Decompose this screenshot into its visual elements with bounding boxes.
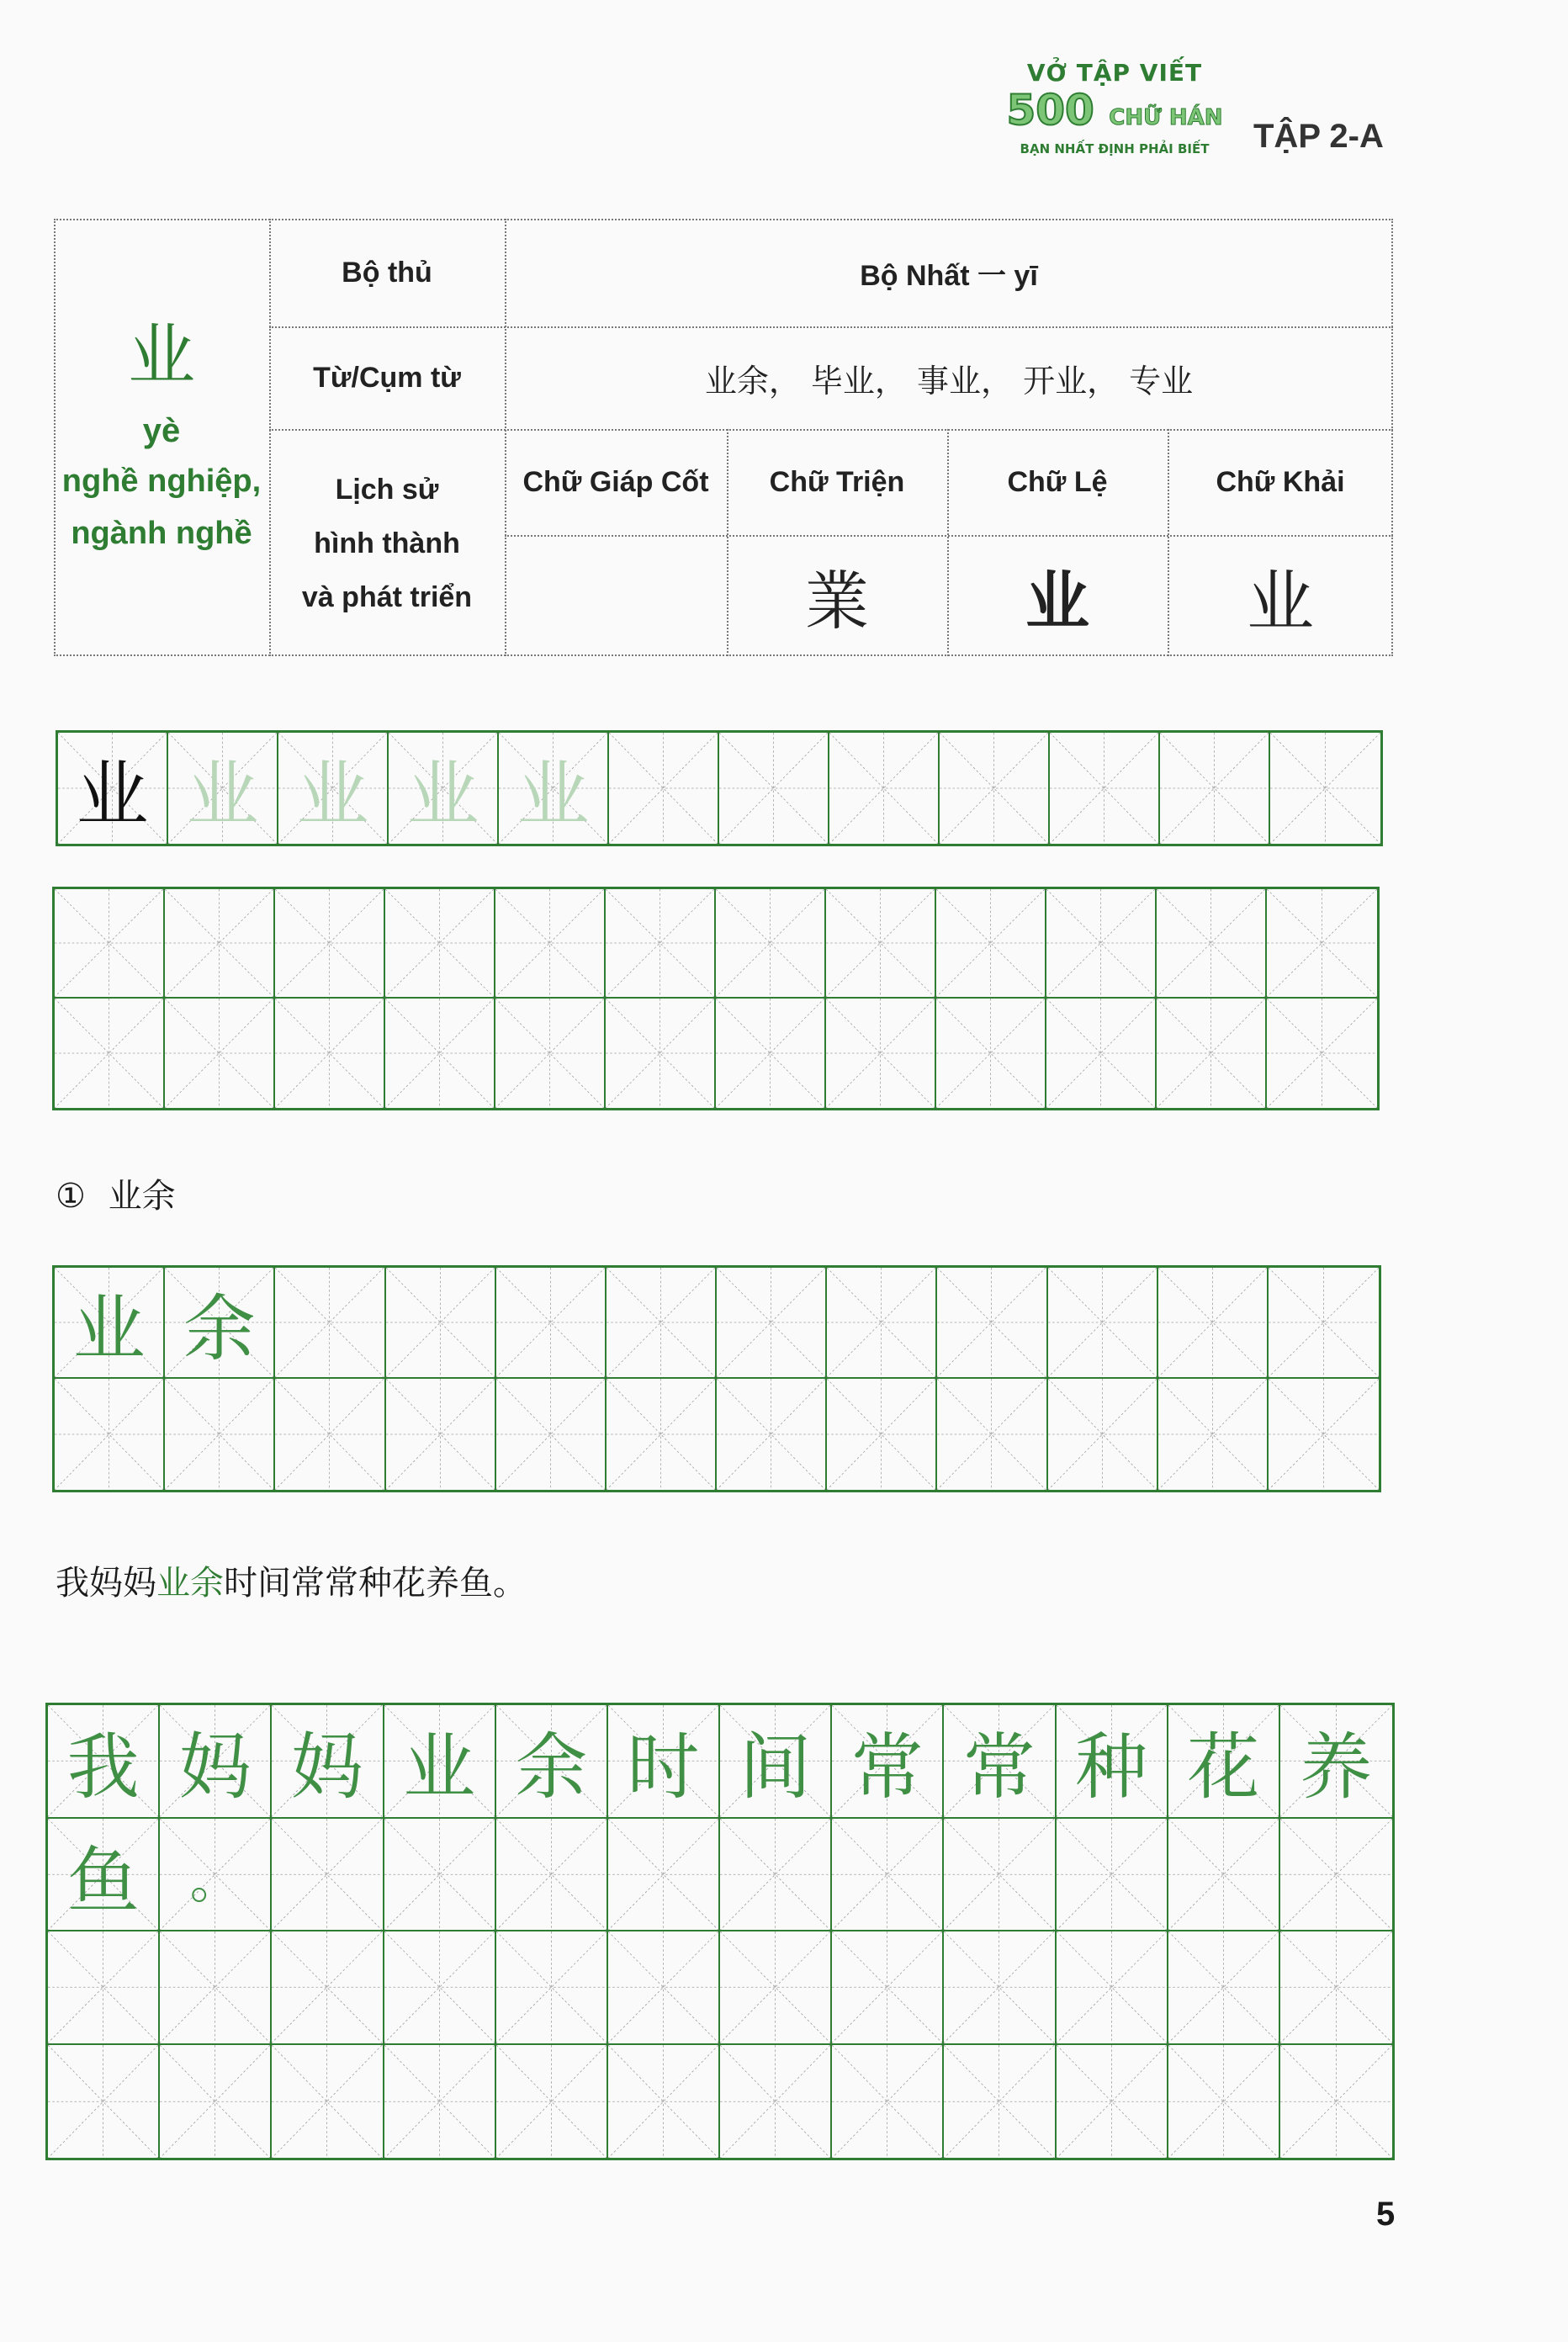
glyph-li: 业 <box>1025 563 1089 638</box>
volume-label: TẬP 2-A <box>1253 118 1384 155</box>
guide-lines <box>496 2045 607 2159</box>
sentence-model-cell <box>160 1705 272 1819</box>
blank-cell[interactable] <box>48 2045 160 2159</box>
guide-lines <box>496 1268 605 1377</box>
guide-lines <box>384 1819 495 1931</box>
blank-cell[interactable] <box>1158 1268 1269 1379</box>
blank-cell[interactable] <box>829 733 940 844</box>
blank-cell[interactable] <box>826 889 936 999</box>
trace-character: 业 <box>296 753 369 837</box>
guide-lines <box>608 1819 718 1931</box>
blank-cell[interactable] <box>1280 1819 1392 1932</box>
guide-lines <box>1269 1379 1379 1490</box>
guide-lines <box>1048 1268 1157 1377</box>
guide-lines <box>165 1379 273 1490</box>
radical-value: Bộ Nhất 一 yī <box>860 259 1038 292</box>
blank-cell[interactable] <box>937 1268 1047 1379</box>
guide-lines <box>160 2045 270 2159</box>
words-value: 业余， 毕业， 事业， 开业， 专业 <box>704 362 1194 400</box>
blank-cell[interactable] <box>275 999 385 1108</box>
sentence-character: 。 <box>189 1852 241 1910</box>
blank-cell[interactable] <box>1267 889 1377 999</box>
glyph-jiagu <box>505 535 727 656</box>
word-model-cell <box>165 1268 275 1379</box>
guide-lines <box>1157 889 1265 997</box>
sentence-character: 我 <box>66 1725 140 1810</box>
guide-lines <box>936 889 1045 997</box>
blank-cell[interactable] <box>275 889 385 999</box>
sentence-model-cell <box>1280 1705 1392 1819</box>
blank-cell[interactable] <box>937 1379 1047 1490</box>
pinyin: yè <box>142 411 181 449</box>
main-character: 业 <box>128 315 195 395</box>
guide-lines <box>275 1379 384 1490</box>
script-name-zhuan: Chữ Triện <box>769 465 905 498</box>
sentence-character: 种 <box>1075 1725 1148 1810</box>
guide-lines <box>386 1379 495 1490</box>
sentence-practice-grid <box>45 1703 1395 2160</box>
history-label-1: Lịch sử <box>335 473 439 506</box>
guide-lines <box>609 733 718 844</box>
sentence-character: 时 <box>627 1725 700 1810</box>
blank-cell[interactable] <box>272 1819 384 1932</box>
script-name-li: Chữ Lệ <box>1007 465 1108 498</box>
blank-cell[interactable] <box>272 2045 384 2159</box>
blank-cell[interactable] <box>1168 1931 1280 2045</box>
blank-cell[interactable] <box>1048 1268 1158 1379</box>
logo-number-value: 500 <box>1006 86 1094 135</box>
guide-lines <box>720 2045 830 2159</box>
guide-lines <box>275 1268 384 1377</box>
trace-cell[interactable] <box>168 733 278 844</box>
trace-character: 业 <box>186 753 259 837</box>
sentence-model-cell <box>272 1705 384 1819</box>
word-practice-grid <box>52 1265 1381 1492</box>
blank-cell[interactable] <box>48 1931 160 2045</box>
guide-lines <box>827 1379 935 1490</box>
blank-cell[interactable] <box>384 1931 496 2045</box>
guide-lines <box>1158 1379 1267 1490</box>
guide-lines <box>272 1931 382 2043</box>
blank-cell[interactable] <box>1270 733 1380 844</box>
blank-cell[interactable] <box>609 733 719 844</box>
blank-cell[interactable] <box>495 999 606 1108</box>
blank-cell[interactable] <box>495 889 606 999</box>
logo-title: VỞ TẬP VIẾT <box>1026 59 1203 87</box>
guide-lines <box>1157 999 1265 1108</box>
blank-cell[interactable] <box>1048 1379 1158 1490</box>
guide-lines <box>944 2045 1054 2159</box>
guide-lines <box>1050 733 1158 844</box>
guide-lines <box>272 1819 382 1931</box>
sentence-character: 妈 <box>290 1725 363 1810</box>
blank-cell[interactable] <box>275 1379 385 1490</box>
book-logo <box>1001 59 1228 177</box>
sentence-character: 鱼 <box>66 1838 140 1923</box>
blank-cell[interactable] <box>386 1379 496 1490</box>
sentence-prefix: 我妈妈 <box>56 1564 156 1603</box>
guide-lines <box>1158 1268 1267 1377</box>
guide-lines <box>607 1379 715 1490</box>
blank-cell[interactable] <box>496 1931 608 2045</box>
guide-lines <box>940 733 1048 844</box>
guide-lines <box>1168 1931 1279 2043</box>
sentence-model-cell <box>384 1705 496 1819</box>
model-cell <box>58 733 168 844</box>
sentence-model-cell <box>496 1705 608 1819</box>
logo-subtitle: BẠN NHẤT ĐỊNH PHẢI BIẾT <box>1020 141 1210 156</box>
guide-lines <box>275 889 384 997</box>
blank-cell[interactable] <box>55 999 165 1108</box>
blank-cell[interactable] <box>608 2045 720 2159</box>
blank-cell[interactable] <box>160 1931 272 2045</box>
blank-cell[interactable] <box>716 999 826 1108</box>
guide-lines <box>944 1819 1054 1931</box>
guide-lines <box>272 2045 382 2159</box>
guide-lines <box>717 1268 825 1377</box>
blank-cell[interactable] <box>720 2045 832 2159</box>
blank-cell[interactable] <box>496 1819 608 1932</box>
guide-lines <box>496 1819 607 1931</box>
guide-lines <box>826 999 935 1108</box>
radical-label: Bộ thủ <box>342 256 432 289</box>
blank-cell[interactable] <box>496 1268 607 1379</box>
blank-cell[interactable] <box>165 1379 275 1490</box>
script-name-jiagu: Chữ Giáp Cốt <box>522 465 709 498</box>
guide-lines <box>936 999 1045 1108</box>
sentence-model-cell <box>608 1705 720 1819</box>
blank-cell[interactable] <box>1057 1819 1168 1932</box>
guide-lines <box>495 999 604 1108</box>
guide-lines <box>937 1268 1046 1377</box>
script-name-kai: Chữ Khải <box>1216 465 1345 498</box>
sentence-character: 业 <box>403 1725 476 1810</box>
blank-cell[interactable] <box>55 889 165 999</box>
sentence-character: 常 <box>962 1725 1036 1810</box>
guide-lines <box>1048 1379 1157 1490</box>
blank-cell[interactable] <box>1057 1931 1168 2045</box>
blank-cell[interactable] <box>1168 2045 1280 2159</box>
blank-cell[interactable] <box>832 1819 944 1932</box>
guide-lines <box>384 1931 495 2043</box>
sentence-character: 余 <box>515 1725 588 1810</box>
blank-cell[interactable] <box>275 1268 385 1379</box>
blank-cell[interactable] <box>608 1931 720 2045</box>
blank-cell[interactable] <box>606 889 716 999</box>
guide-lines <box>1267 999 1377 1108</box>
meaning-line-1: nghề nghiệp, <box>61 463 262 499</box>
blank-cell[interactable] <box>272 1931 384 2045</box>
blank-cell[interactable] <box>944 1931 1056 2045</box>
guide-lines <box>55 889 163 997</box>
sentence-character: 常 <box>850 1725 924 1810</box>
guide-lines <box>55 999 163 1108</box>
guide-lines <box>720 1819 830 1931</box>
words-label: Từ/Cụm từ <box>313 361 461 394</box>
blank-cell[interactable] <box>826 999 936 1108</box>
tracing-grid <box>56 730 1383 846</box>
sentence-character: 养 <box>1300 1725 1373 1810</box>
blank-cell[interactable] <box>717 1268 827 1379</box>
logo-number <box>1001 87 1228 141</box>
guide-lines <box>720 1931 830 2043</box>
blank-cell[interactable] <box>1158 1379 1269 1490</box>
blank-cell[interactable] <box>1280 2045 1392 2159</box>
sentence-character: 花 <box>1187 1725 1260 1810</box>
trace-cell[interactable] <box>499 733 609 844</box>
guide-lines <box>832 1819 942 1931</box>
example-sentence <box>56 1556 527 1604</box>
guide-lines <box>608 1931 718 2043</box>
blank-cell[interactable] <box>386 1268 496 1379</box>
meaning-line-2: ngành nghề <box>71 515 252 551</box>
blank-cell[interactable] <box>832 2045 944 2159</box>
blank-cell[interactable] <box>827 1268 937 1379</box>
word-number: ① <box>56 1177 86 1216</box>
blank-cell[interactable] <box>607 1268 717 1379</box>
word-text: 业余 <box>108 1177 176 1216</box>
sentence-model-cell <box>720 1705 832 1819</box>
guide-lines <box>165 999 273 1108</box>
guide-lines <box>607 1268 715 1377</box>
blank-cell[interactable] <box>720 1819 832 1932</box>
glyph-zhuan: 業 <box>805 563 869 638</box>
guide-lines <box>832 1931 942 2043</box>
blank-cell[interactable] <box>165 999 275 1108</box>
blank-cell[interactable] <box>496 1379 607 1490</box>
guide-lines <box>832 2045 942 2159</box>
blank-cell[interactable] <box>940 733 1050 844</box>
sentence-character: 间 <box>739 1725 812 1810</box>
sentence-model-cell <box>48 1819 160 1932</box>
guide-lines <box>160 1931 270 2043</box>
guide-lines <box>1046 999 1155 1108</box>
guide-lines <box>1280 2045 1392 2159</box>
sentence-suffix: 时间常常种花养鱼。 <box>224 1564 527 1603</box>
guide-lines <box>826 889 935 997</box>
blank-cell[interactable] <box>936 999 1046 1108</box>
guide-lines <box>385 999 494 1108</box>
guide-lines <box>717 1379 825 1490</box>
guide-lines <box>165 889 273 997</box>
blank-cell[interactable] <box>608 1819 720 1932</box>
guide-lines <box>944 1931 1054 2043</box>
blank-cell[interactable] <box>1160 733 1270 844</box>
guide-lines <box>606 999 714 1108</box>
word-character: 余 <box>183 1287 256 1371</box>
blank-cell[interactable] <box>1280 1931 1392 2045</box>
guide-lines <box>827 1268 935 1377</box>
blank-cell[interactable] <box>384 2045 496 2159</box>
guide-lines <box>937 1379 1046 1490</box>
blank-cell[interactable] <box>719 733 829 844</box>
blank-cell[interactable] <box>1267 999 1377 1108</box>
blank-cell[interactable] <box>720 1931 832 2045</box>
guide-lines <box>608 2045 718 2159</box>
model-character: 业 <box>76 753 149 837</box>
logo-middle: CHỮ HÁN <box>1109 105 1223 130</box>
guide-lines <box>1057 1819 1167 1931</box>
guide-lines <box>386 1268 495 1377</box>
sentence-model-cell <box>160 1819 272 1932</box>
guide-lines <box>1269 1268 1379 1377</box>
guide-lines <box>1168 2045 1279 2159</box>
blank-cell[interactable] <box>607 1379 717 1490</box>
blank-cell[interactable] <box>1057 2045 1168 2159</box>
blank-cell[interactable] <box>832 1931 944 2045</box>
guide-lines <box>1280 1931 1392 2043</box>
guide-lines <box>1267 889 1377 997</box>
blank-cell[interactable] <box>1269 1379 1379 1490</box>
guide-lines <box>496 1931 607 2043</box>
guide-lines <box>55 1379 163 1490</box>
blank-cell[interactable] <box>165 889 275 999</box>
guide-lines <box>1168 1819 1279 1931</box>
history-label-3: và phát triển <box>301 580 473 613</box>
blank-cell[interactable] <box>716 889 826 999</box>
word-model-cell <box>55 1268 165 1379</box>
blank-cell[interactable] <box>160 2045 272 2159</box>
blank-cell[interactable] <box>1269 1268 1379 1379</box>
blank-cell[interactable] <box>1046 889 1157 999</box>
guide-lines <box>719 733 828 844</box>
blank-cell[interactable] <box>1046 999 1157 1108</box>
character-info-table <box>54 219 1393 656</box>
sentence-model-cell <box>1057 1705 1168 1819</box>
guide-lines <box>384 2045 495 2159</box>
blank-cell[interactable] <box>1050 733 1160 844</box>
blank-cell[interactable] <box>55 1379 165 1490</box>
blank-cell[interactable] <box>936 889 1046 999</box>
guide-lines <box>496 1379 605 1490</box>
blank-cell[interactable] <box>944 1819 1056 1932</box>
glyph-kai: 业 <box>1247 562 1314 641</box>
word-heading <box>56 1169 176 1217</box>
blank-cell[interactable] <box>384 1819 496 1932</box>
sentence-model-cell <box>48 1705 160 1819</box>
sentence-model-cell <box>944 1705 1056 1819</box>
blank-cell[interactable] <box>1168 1819 1280 1932</box>
guide-lines <box>1280 1819 1392 1931</box>
blank-cell[interactable] <box>717 1379 827 1490</box>
guide-lines <box>1057 2045 1167 2159</box>
guide-lines <box>716 889 824 997</box>
page-number: 5 <box>1376 2196 1396 2233</box>
blank-practice-grid <box>52 887 1380 1110</box>
guide-lines <box>275 999 384 1108</box>
blank-cell[interactable] <box>385 999 495 1108</box>
sentence-character: 妈 <box>178 1725 252 1810</box>
guide-lines <box>1270 733 1380 844</box>
sentence-model-cell <box>832 1705 944 1819</box>
history-label-2: hình thành <box>314 527 460 559</box>
guide-lines <box>1057 1931 1167 2043</box>
blank-cell[interactable] <box>1157 999 1267 1108</box>
trace-cell[interactable] <box>278 733 389 844</box>
trace-cell[interactable] <box>389 733 499 844</box>
trace-character: 业 <box>516 753 590 837</box>
guide-lines <box>829 733 938 844</box>
word-character: 业 <box>72 1287 146 1371</box>
blank-cell[interactable] <box>496 2045 608 2159</box>
guide-lines <box>495 889 604 997</box>
trace-character: 业 <box>406 753 479 837</box>
guide-lines <box>606 889 714 997</box>
blank-cell[interactable] <box>944 2045 1056 2159</box>
blank-cell[interactable] <box>385 889 495 999</box>
blank-cell[interactable] <box>827 1379 937 1490</box>
sentence-highlight: 业余 <box>156 1564 224 1603</box>
guide-lines <box>48 1931 158 2043</box>
blank-cell[interactable] <box>1157 889 1267 999</box>
guide-lines <box>1160 733 1269 844</box>
guide-lines <box>716 999 824 1108</box>
guide-lines <box>385 889 494 997</box>
guide-lines <box>1046 889 1155 997</box>
guide-lines <box>48 2045 158 2159</box>
blank-cell[interactable] <box>606 999 716 1108</box>
sentence-model-cell <box>1168 1705 1280 1819</box>
